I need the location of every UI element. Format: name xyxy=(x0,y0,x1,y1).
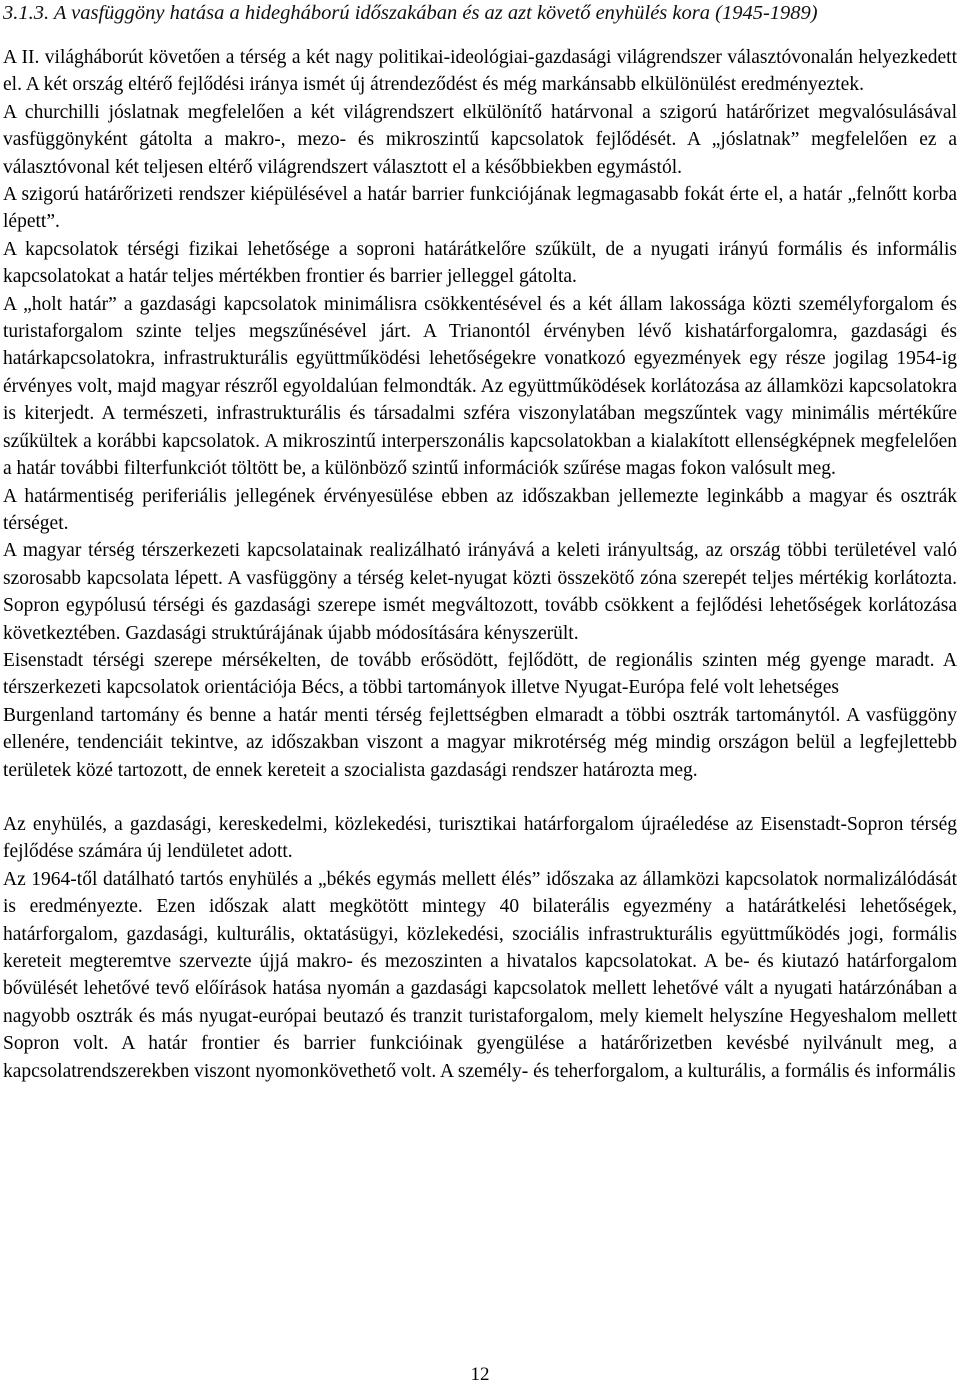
document-page xyxy=(3,0,957,1085)
paragraph-detente: Az enyhülés, a gazdasági, kereskedelmi, közlekedési, turisztikai határforgalom újraéledése az Eisenstadt-Sopron térség fejlődése számára új lendületet adott. xyxy=(3,813,957,863)
paragraph-sopron-crossing: A kapcsolatok térségi fizikai lehetősége a soproni határátkelőre szűkült, de a nyugati irányú formális és informális kapcsolatokat a határ teljes mértékben frontier és barrier jelleggel gátolta. xyxy=(3,238,957,288)
paragraph-1964: Az 1964-től datálható tartós enyhülés a „békés egymás mellett élés” időszaka az államközi kapcsolatok normalizálódását is eredményezte. Ezen időszak alatt megkötött mintegy 40 bilaterális egyezmény a határátkelési lehetőségek, határforgalom, gazdasági, kulturális, oktatásügyi, közlekedési, szociális infrastrukturális együttműködés jogi, formális kereteit megteremtve szervezte újjá makro- és mezoszinten a hivatalos kapcsolatokat. A be- és kiutazó határforgalom bővülését lehetővé tevő előírások hatása nyomán a gazdasági kapcsolatok mellett lehetővé vált a nyugati határzónában a nagyobb osztrák és más nyugat-európai beutazó és tranzit turistaforgalom, mely kiemelt helyszíne Hegyeshalom mellett Sopron volt. A határ frontier és barrier funkcióinak gyengülése a határőrizetben kevésbé nyilvánult meg, a kapcsolatrendszerekben viszont nyomonkövethető volt. A személy- és teherforgalom, a kulturális, a formális és informális xyxy=(3,868,957,1082)
paragraph-eisenstadt: Eisenstadt térségi szerepe mérsékelten, de tovább erősödött, fejlődött, de regionális szinten még gyenge maradt. A térszerkezeti kapcsolatok orientációja Bécs, a többi tartományok illetve Nyugat-Európa felé volt lehetséges xyxy=(3,649,957,699)
paragraph-border-control: A szigorú határőrizeti rendszer kiépülésével a határ barrier funkciójának legmagasabb fokát érte el, a határ „felnőtt korba lépett”. xyxy=(3,184,957,233)
section-heading: 3.1.3. A vasfüggöny hatása a hidegháború időszakában és az azt követő enyhülés kora (1945-1989) xyxy=(3,2,818,24)
paragraph-postwar: A II. világháborút követően a térség a két nagy politikai-ideológiai-gazdasági világrendszer választóvonalán helyezkedett el. A két ország eltérő fejlődési iránya ismét új átrendeződést és még markánsabb elkülönülést eredményeztek. xyxy=(3,47,957,96)
paragraph-periphery: A határmentiség periferiális jellegének érvényesülése ebben az időszakban jellemezte leginkább a magyar és osztrák térséget. xyxy=(3,485,957,534)
page-number: 12 xyxy=(470,1364,490,1385)
paragraph-burgenland: Burgenland tartomány és benne a határ menti térség fejlettségben elmaradt a többi osztrák tartománytól. A vasfüggöny ellenére, tendenciáit tekintve, az időszakban viszont a magyar mikrotérség még mindig országon belül a legfejlettebb területek közé tartozott, de ennek kereteit a szocialista gazdasági rendszer határozta meg. xyxy=(3,704,957,781)
paragraph-gap xyxy=(3,784,957,811)
paragraph-dead-border: A „holt határ” a gazdasági kapcsolatok minimálisra csökkentésével és a két állam lakossága közti személyforgalom és turistaforgalom szinte teljes megszűnésével járt. A Trianontól érvényben lévő kishatárforgalomra, gazdasági és határkapcsolatokra, infrastrukturális együttműködési lehetőségekre vonatkozó egyezmények egy része jogilag 1954-ig érvényes volt, majd magyar részről egyoldalúan felmondták. Az együttműködések korlátozása az államközi kapcsolatokra is kiterjedt. A természeti, infrastrukturális és társadalmi szféra viszonylatában megszűntek vagy minimális mértékűre szűkültek a korábbi kapcsolatok. A mikroszintű interperszonális kapcsolatokban a kialakított ellenségképnek megfelelően a határ további filterfunkciót töltött be, a különböző szintű információk szűrése magas fokon valósult meg. xyxy=(3,293,957,480)
paragraph-hungarian-region: A magyar térség térszerkezeti kapcsolatainak realizálható irányává a keleti irányultság, az ország többi területével való szorosabb kapcsolata lépett. A vasfüggöny a térség kelet-nyugat közti összekötő zóna szerepét teljes mértékig korlátozta. Sopron egypólusú térségi és gazdasági szerepe ismét megváltozott, tovább csökkent a fejlődési lehetőségek korlátozása következtében. Gazdasági struktúrájának újabb módosítására kényszerült. xyxy=(3,540,957,644)
paragraph-churchill: A churchilli jóslatnak megfelelően a két világrendszert elkülönítő határvonal a szigorú határőrizet megvalósulásával vasfüggönyként gátolta a makro-, mezo- és mikroszintű kapcsolatok fejlődését. A „jóslatnak” megfelelően ez a választóvonal két teljesen eltérő világrendszert választott el a későbbiekben egymástól. xyxy=(3,101,957,178)
